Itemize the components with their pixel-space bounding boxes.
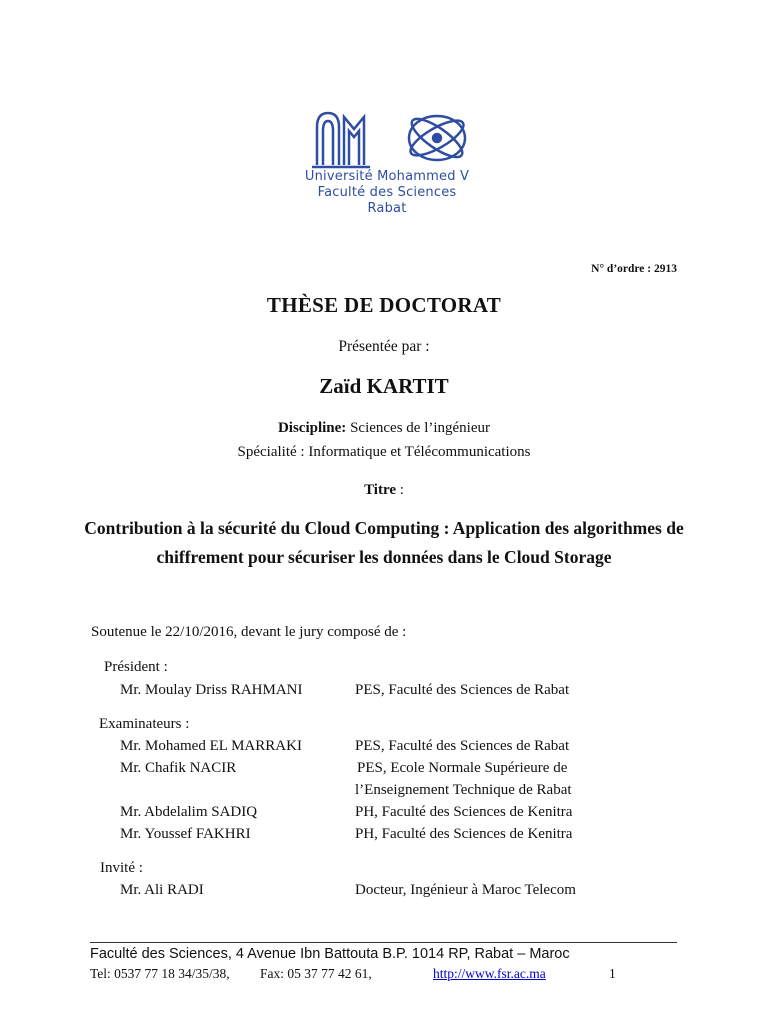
examiner-affiliation: PES, Ecole Normale Supérieure de xyxy=(357,760,568,776)
invited-affiliation: Docteur, Ingénieur à Maroc Telecom xyxy=(355,882,576,898)
examiners-label: Examinateurs : xyxy=(99,716,190,732)
invited-label: Invité : xyxy=(100,860,143,876)
thesis-title: Contribution à la sécurité du Cloud Computing : Application des algorithmes de chiffrement pour sécuriser les données dans le Cloud Storage xyxy=(84,518,684,567)
examiner-affiliation: PH, Faculté des Sciences de Kenitra xyxy=(355,804,573,820)
logo-line-1: Université Mohammed V xyxy=(304,169,470,184)
examiner-affiliation: PH, Faculté des Sciences de Kenitra xyxy=(355,826,573,842)
discipline-label: Discipline: xyxy=(277,420,347,436)
president-label: Président : xyxy=(104,659,168,675)
defense-statement: Soutenue le 22/10/2016, devant le jury composé de : xyxy=(91,624,407,640)
speciality: Spécialité : Informatique et Télécommunications xyxy=(237,444,531,460)
author-name: Zaïd KARTIT xyxy=(319,374,449,398)
university-emblem-icon xyxy=(262,105,512,175)
title-label-colon: : xyxy=(396,482,404,498)
president-affiliation: PES, Faculté des Sciences de Rabat xyxy=(355,682,570,698)
footer-website-link[interactable]: http://www.fsr.ac.ma xyxy=(433,966,546,981)
footer-tel: Tel: 0537 77 18 34/35/38, xyxy=(90,966,230,981)
footer-address: Faculté des Sciences, 4 Avenue Ibn Battouta B.P. 1014 RP, Rabat – Maroc xyxy=(90,946,570,962)
document-type: THÈSE DE DOCTORAT xyxy=(266,293,502,317)
examiner-affiliation: PES, Faculté des Sciences de Rabat xyxy=(355,738,570,754)
footer-divider xyxy=(90,942,677,943)
title-label: Titre xyxy=(364,482,397,498)
page-number: 1 xyxy=(609,966,616,981)
title-label-line xyxy=(0,482,768,499)
president-name: Mr. Moulay Driss RAHMANI xyxy=(120,682,303,698)
examiner-name: Mr. Youssef FAKHRI xyxy=(120,826,251,842)
examiner-name: Mr. Abdelalim SADIQ xyxy=(120,804,258,820)
discipline-value: Sciences de l’ingénieur xyxy=(350,420,491,436)
logo-line-2: Faculté des Sciences xyxy=(317,185,457,200)
examiner-affiliation-continued: l’Enseignement Technique de Rabat xyxy=(355,782,572,798)
footer-fax: Fax: 05 37 77 42 61, xyxy=(260,966,372,981)
discipline xyxy=(0,420,768,437)
examiner-name: Mr. Mohamed EL MARRAKI xyxy=(120,738,302,754)
examiner-name: Mr. Chafik NACIR xyxy=(120,760,237,776)
presented-by: Présentée par : xyxy=(338,338,430,355)
order-number: N° d’ordre : 2913 xyxy=(591,263,677,275)
university-logo xyxy=(262,105,512,225)
invited-name: Mr. Ali RADI xyxy=(120,882,204,898)
logo-line-3: Rabat xyxy=(367,201,407,216)
